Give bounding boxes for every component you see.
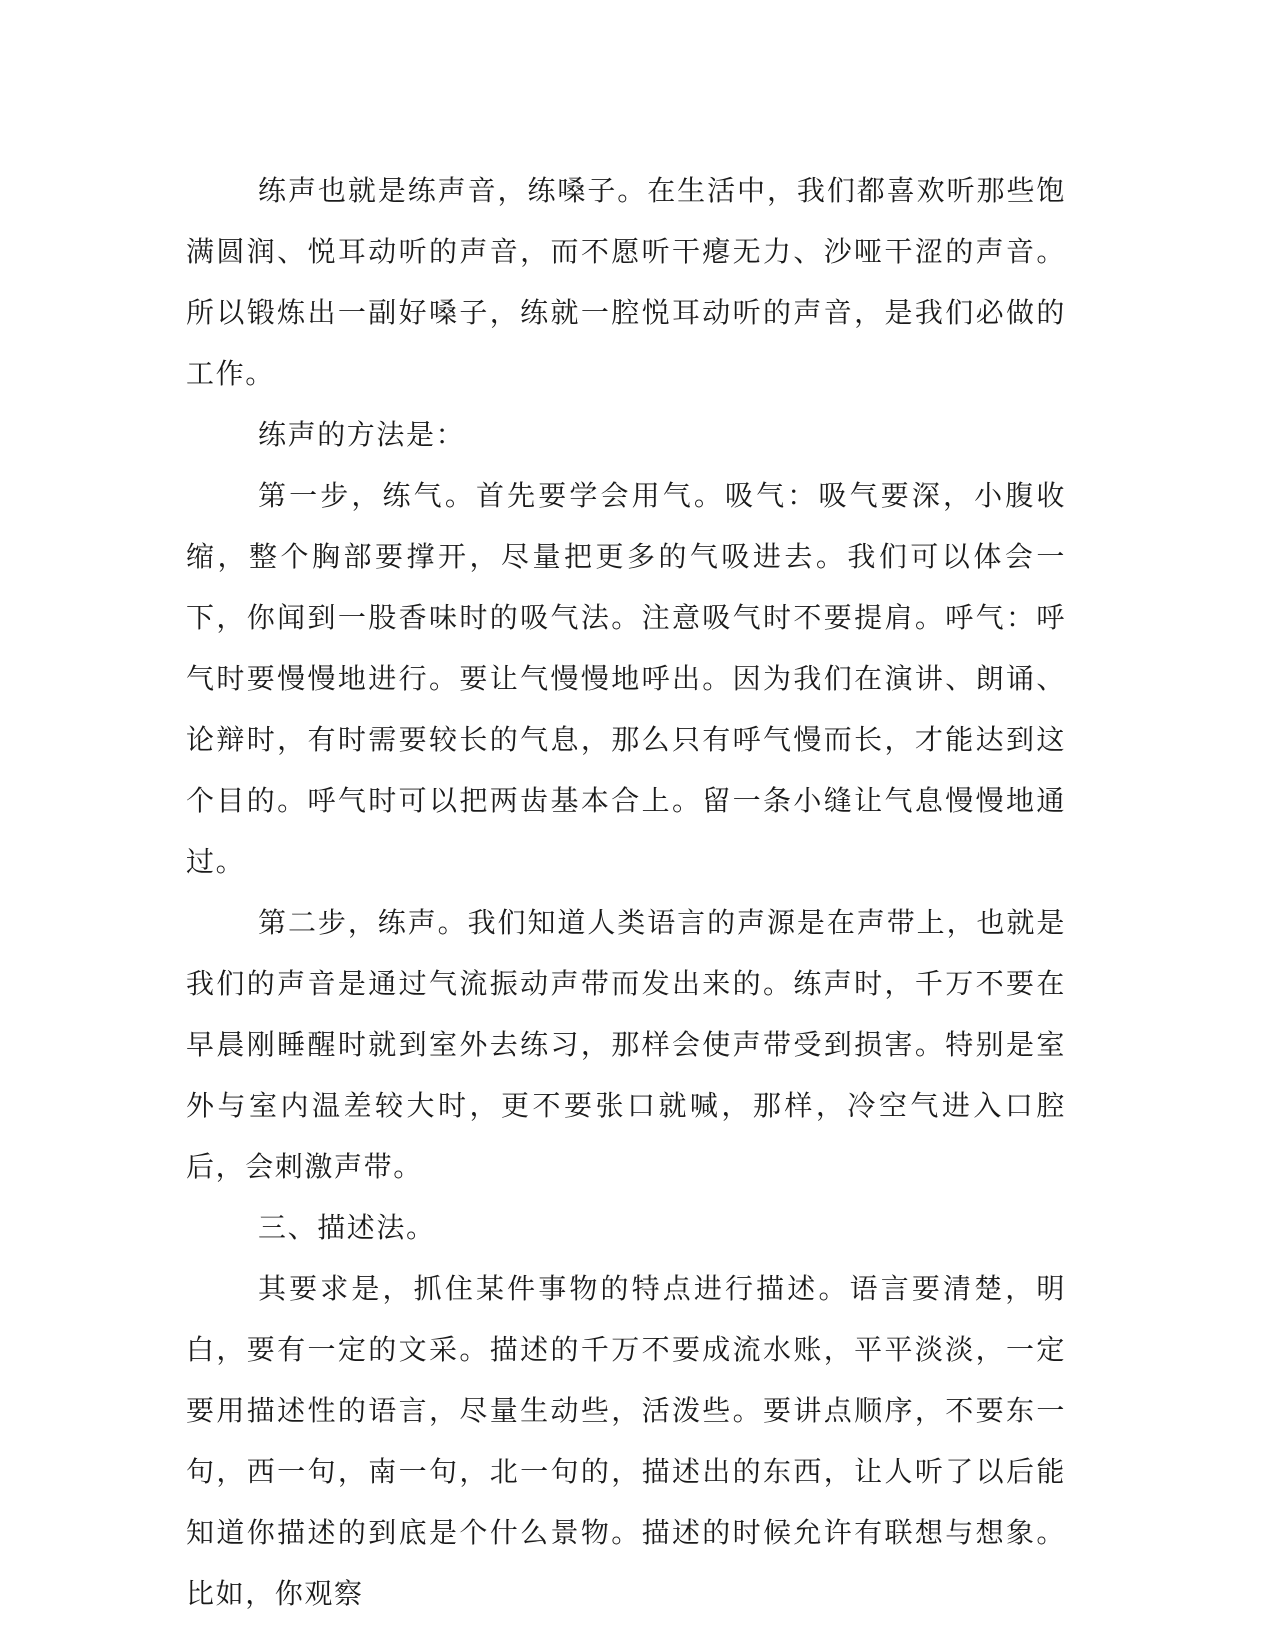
section-heading-description-method: 三、描述法。 [258,1211,436,1244]
paragraph-method-heading: 练声的方法是： [258,418,466,451]
paragraph-step-two-voice: 第二步，练声。我们知道人类语言的声源是在声带上，也就是我们的声音是通过气流振动声带而发出来的。练声时，千万不要在早晨刚睡醒时就到室外去练习，那样会使声带受到损害。特别是室外与室内温差较大时，更不要张口就喊，那样，冷空气进入口腔后，会刺激声带。 [186,906,1066,1183]
paragraph-step-one-breathing: 第一步，练气。首先要学会用气。吸气：吸气要深，小腹收缩，整个胸部要撑开，尽量把更多的气吸进去。我们可以体会一下，你闻到一股香味时的吸气法。注意吸气时不要提肩。呼气：呼气时要慢慢地进行。要让气慢慢地呼出。因为我们在演讲、朗诵、论辩时，有时需要较长的气息，那么只有呼气慢而长，才能达到这个目的。呼气时可以把两齿基本合上。留一条小缝让气息慢慢地通过。 [186,479,1066,878]
paragraph-voice-training-intro: 练声也就是练声音，练嗓子。在生活中，我们都喜欢听那些饱满圆润、悦耳动听的声音，而不愿听干瘪无力、沙哑干涩的声音。所以锻炼出一副好嗓子，练就一腔悦耳动听的声音，是我们必做的工作。 [186,174,1066,390]
document-body [186,160,1066,1624]
paragraph-description-requirements: 其要求是，抓住某件事物的特点进行描述。语言要清楚，明白，要有一定的文采。描述的千万不要成流水账，平平淡淡，一定要用描述性的语言，尽量生动些，活泼些。要讲点顺序，不要东一句，西一句，南一句，北一句的，描述出的东西，让人听了以后能知道你描述的到底是个什么景物。描述的时候允许有联想与想象。比如，你观察 [186,1272,1066,1610]
